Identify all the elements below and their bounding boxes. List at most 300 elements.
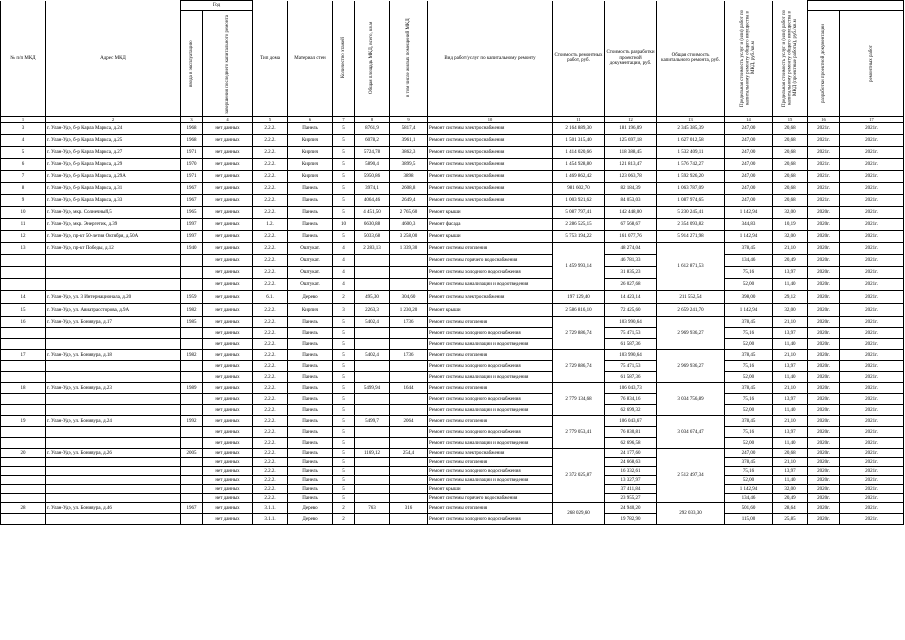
cell-work-type: Ремонт системы электроснабжения bbox=[428, 159, 553, 171]
cell-commission-year: 1971 bbox=[181, 171, 203, 183]
cell-wall-material: Панель bbox=[288, 328, 333, 339]
cell-design-deadline: 2020г. bbox=[808, 416, 840, 427]
cell-design-deadline: 2020г. bbox=[808, 243, 840, 255]
cell-wall-material: Кирпич bbox=[288, 147, 333, 159]
cell-design-cost: 16 332,61 bbox=[605, 467, 657, 476]
cell-limit-design: 13,97 bbox=[773, 467, 808, 476]
cell-wall-material: Кирпич bbox=[288, 304, 333, 317]
cell-number bbox=[1, 372, 46, 383]
cell-total-area bbox=[355, 267, 390, 279]
cell-house-type: 2.2.2. bbox=[253, 350, 288, 361]
cell-work-cost: 981 602,70 bbox=[553, 183, 605, 195]
cell-limit-design: 21,10 bbox=[773, 350, 808, 361]
cell-limit-cost: 247,00 bbox=[725, 171, 773, 183]
cell-floors: 5 bbox=[333, 195, 355, 207]
cell-number bbox=[1, 427, 46, 438]
cell-living-area: 2608,8 bbox=[390, 183, 428, 195]
cell-work-type: Ремонт крыши bbox=[428, 231, 553, 243]
cell-design-deadline: 2020г. bbox=[808, 514, 840, 525]
cell-last-repair: нет данных bbox=[203, 438, 253, 449]
cell-address: г. Улан-Удэ, б-р Карла Маркса, д.25 bbox=[46, 135, 181, 147]
cell-design-cost: 48 274,04 bbox=[605, 243, 657, 255]
cell-total-area: 6078,2 bbox=[355, 135, 390, 147]
cell-floors: 5 bbox=[333, 438, 355, 449]
cell-floors: 5 bbox=[333, 207, 355, 219]
cell-last-repair: нет данных bbox=[203, 394, 253, 405]
cell-floors: 4 bbox=[333, 243, 355, 255]
cell-total-cost: 5 230 245,41 bbox=[657, 207, 725, 219]
cell-address: г. Улан-Удэ, ул. Бонивура, д.17 bbox=[46, 317, 181, 328]
cell-design-deadline: 2020г. bbox=[808, 231, 840, 243]
cell-design-deadline: 2021г. bbox=[808, 195, 840, 207]
col-last-repair-year: завершения последнего капитального ремонта bbox=[203, 11, 253, 117]
cell-last-repair: нет данных bbox=[203, 350, 253, 361]
cell-total-cost: 2 512 497,34 bbox=[657, 449, 725, 503]
cell-repair-deadline: 2021г. bbox=[840, 317, 904, 328]
table-row bbox=[1, 231, 904, 243]
cell-limit-cost: 247,00 bbox=[725, 147, 773, 159]
cell-work-type: Ремонт системы канализации и водоотведения bbox=[428, 405, 553, 416]
cell-last-repair: нет данных bbox=[203, 171, 253, 183]
cell-work-cost: 2 729 886,74 bbox=[553, 350, 605, 383]
cell-number bbox=[1, 494, 46, 503]
cell-house-type: 2.2.2. bbox=[253, 195, 288, 207]
cell-repair-deadline: 2021г. bbox=[840, 243, 904, 255]
cell-commission-year: 1967 bbox=[181, 195, 203, 207]
cell-floors: 4 bbox=[333, 255, 355, 267]
cell-address bbox=[46, 279, 181, 291]
cell-limit-cost: 75,16 bbox=[725, 361, 773, 372]
cell-total-area: 5402,4 bbox=[355, 317, 390, 328]
cell-floors: 5 bbox=[333, 350, 355, 361]
cell-repair-deadline: 2021г. bbox=[840, 476, 904, 485]
cell-design-deadline: 2020г. bbox=[808, 279, 840, 291]
cell-limit-design: 20,68 bbox=[773, 135, 808, 147]
cell-house-type: 2.2.2. bbox=[253, 339, 288, 350]
cell-limit-cost: 247,00 bbox=[725, 449, 773, 458]
cell-living-area bbox=[390, 339, 428, 350]
cell-address: г. Улан-Удэ, б-р Карла Маркса, д.27 bbox=[46, 147, 181, 159]
cell-repair-deadline: 2021г. bbox=[840, 383, 904, 394]
cell-last-repair: нет данных bbox=[203, 159, 253, 171]
cell-design-deadline: 2021г. bbox=[808, 171, 840, 183]
table-row bbox=[1, 438, 904, 449]
col-design-cost: Стоимость разработки проектной документации, руб. bbox=[605, 1, 657, 117]
cell-last-repair: нет данных bbox=[203, 503, 253, 514]
cell-living-area bbox=[390, 361, 428, 372]
cell-wall-material: Панель bbox=[288, 361, 333, 372]
cell-commission-year: 1940 bbox=[181, 243, 203, 255]
cell-house-type: 2.2.2. bbox=[253, 317, 288, 328]
cell-limit-design: 20,68 bbox=[773, 171, 808, 183]
cell-number bbox=[1, 514, 46, 525]
cell-design-cost: 121 813,47 bbox=[605, 159, 657, 171]
cell-last-repair: нет данных bbox=[203, 458, 253, 467]
cell-number bbox=[1, 255, 46, 267]
cell-limit-cost: 378,45 bbox=[725, 458, 773, 467]
cell-last-repair: нет данных bbox=[203, 123, 253, 135]
table-row bbox=[1, 171, 904, 183]
table-row bbox=[1, 183, 904, 195]
table-row bbox=[1, 449, 904, 458]
cell-wall-material: Панель bbox=[288, 427, 333, 438]
cell-limit-cost: 75,16 bbox=[725, 267, 773, 279]
cell-address: г. Улан-Удэ, б-р Карла Маркса, д.33 bbox=[46, 195, 181, 207]
cell-commission-year bbox=[181, 279, 203, 291]
cell-last-repair: нет данных bbox=[203, 135, 253, 147]
cell-limit-cost: 1 142,94 bbox=[725, 485, 773, 494]
cell-house-type: 2.2.2. bbox=[253, 494, 288, 503]
cell-last-repair: нет данных bbox=[203, 317, 253, 328]
cell-total-cost: 1 627 012,58 bbox=[657, 135, 725, 147]
cell-commission-year bbox=[181, 476, 203, 485]
cell-work-type: Ремонт системы холодного водоснабжения bbox=[428, 467, 553, 476]
cell-limit-design: 11,40 bbox=[773, 372, 808, 383]
cell-limit-cost: 247,00 bbox=[725, 135, 773, 147]
cell-limit-cost: 52,00 bbox=[725, 279, 773, 291]
cell-house-type: 2.2.2. bbox=[253, 171, 288, 183]
cell-repair-deadline: 2021г. bbox=[840, 159, 904, 171]
column-number: 7 bbox=[333, 117, 355, 123]
table-row bbox=[1, 255, 904, 267]
cell-commission-year: 1997 bbox=[181, 231, 203, 243]
cell-last-repair: нет данных bbox=[203, 267, 253, 279]
table-row bbox=[1, 159, 904, 171]
cell-limit-design: 21,10 bbox=[773, 243, 808, 255]
col-limit-cost: Предельная стоимость услуг и (или) работ по капитальному ремонту общего имущества в МКД, руб./кв.м bbox=[725, 1, 773, 117]
cell-house-type: 2.2.2. bbox=[253, 255, 288, 267]
cell-work-type: Ремонт системы отопления bbox=[428, 416, 553, 427]
cell-work-type: Ремонт системы холодного водоснабжения bbox=[428, 514, 553, 525]
cell-wall-material: Оштукат. bbox=[288, 279, 333, 291]
cell-work-type: Ремонт системы отопления bbox=[428, 503, 553, 514]
cell-design-deadline: 2020г. bbox=[808, 383, 840, 394]
cell-work-type: Ремонт системы горячего водоснабжения bbox=[428, 494, 553, 503]
cell-number: 13 bbox=[1, 243, 46, 255]
cell-design-deadline: 2020г. bbox=[808, 339, 840, 350]
cell-address: г. Улан-Удэ, ул. Авиатрассторова, д.9А bbox=[46, 304, 181, 317]
col-design-deadline: разработки проектной документации bbox=[808, 11, 840, 117]
cell-living-area bbox=[390, 438, 428, 449]
cell-house-type: 2.2.2. bbox=[253, 159, 288, 171]
table-row bbox=[1, 372, 904, 383]
cell-address: г. Улан-Удэ, б-р Карла Маркса, д.31 bbox=[46, 183, 181, 195]
cell-design-cost: 76 834,16 bbox=[605, 394, 657, 405]
cell-last-repair: нет данных bbox=[203, 372, 253, 383]
cell-design-cost: 84 053,03 bbox=[605, 195, 657, 207]
cell-repair-deadline: 2021г. bbox=[840, 372, 904, 383]
cell-last-repair: нет данных bbox=[203, 231, 253, 243]
cell-limit-design: 13,97 bbox=[773, 267, 808, 279]
cell-living-area: 1 230,20 bbox=[390, 304, 428, 317]
cell-design-cost: 161 077,76 bbox=[605, 231, 657, 243]
cell-limit-cost: 398,00 bbox=[725, 291, 773, 304]
cell-design-deadline: 2020г. bbox=[808, 267, 840, 279]
cell-living-area: 1736 bbox=[390, 350, 428, 361]
cell-total-cost: 2 659 241,70 bbox=[657, 304, 725, 317]
col-repair-deadline: ремонтных работ bbox=[840, 11, 904, 117]
table-row bbox=[1, 317, 904, 328]
cell-total-cost: 2 354 093,82 bbox=[657, 219, 725, 231]
cell-limit-design: 32,00 bbox=[773, 207, 808, 219]
cell-limit-design: 21,10 bbox=[773, 383, 808, 394]
cell-total-area bbox=[355, 485, 390, 494]
col-wall-material: Материал стен bbox=[288, 1, 333, 117]
cell-limit-cost: 378,45 bbox=[725, 243, 773, 255]
cell-house-type: 2.2.2. bbox=[253, 372, 288, 383]
cell-repair-deadline: 2021г. bbox=[840, 394, 904, 405]
table-row bbox=[1, 328, 904, 339]
cell-design-cost: 37 411,84 bbox=[605, 485, 657, 494]
cell-commission-year: 1970 bbox=[181, 159, 203, 171]
cell-house-type: 2.2.2. bbox=[253, 267, 288, 279]
cell-limit-cost: 75,16 bbox=[725, 328, 773, 339]
cell-design-deadline: 2020г. bbox=[808, 467, 840, 476]
cell-floors: 5 bbox=[333, 427, 355, 438]
cell-limit-cost: 134,46 bbox=[725, 255, 773, 267]
table-row bbox=[1, 394, 904, 405]
cell-total-cost: 1 532 409,11 bbox=[657, 147, 725, 159]
cell-living-area bbox=[390, 405, 428, 416]
cell-commission-year bbox=[181, 467, 203, 476]
cell-living-area bbox=[390, 476, 428, 485]
table-row bbox=[1, 219, 904, 231]
cell-number bbox=[1, 394, 46, 405]
cell-repair-deadline: 2021г. bbox=[840, 514, 904, 525]
column-number: 16 bbox=[808, 117, 840, 123]
cell-house-type: 2.2.2. bbox=[253, 207, 288, 219]
cell-work-type: Ремонт системы электроснабжения bbox=[428, 291, 553, 304]
cell-living-area bbox=[390, 255, 428, 267]
cell-last-repair: нет данных bbox=[203, 255, 253, 267]
cell-repair-deadline: 2021г. bbox=[840, 350, 904, 361]
cell-number: 28 bbox=[1, 503, 46, 514]
cell-total-cost: 1 576 742,27 bbox=[657, 159, 725, 171]
cell-number: 5 bbox=[1, 147, 46, 159]
cell-number bbox=[1, 485, 46, 494]
cell-repair-deadline: 2021г. bbox=[840, 183, 904, 195]
cell-total-area bbox=[355, 467, 390, 476]
cell-total-area: 2 283,13 bbox=[355, 243, 390, 255]
cell-address: г. Улан-Удэ, ул. Бонивура, д.24 bbox=[46, 416, 181, 427]
cell-work-cost: 1 414 020,66 bbox=[553, 147, 605, 159]
cell-last-repair: нет данных bbox=[203, 383, 253, 394]
cell-design-cost: 72 425,60 bbox=[605, 304, 657, 317]
cell-commission-year: 1965 bbox=[181, 207, 203, 219]
cell-design-cost: 24 940,20 bbox=[605, 503, 657, 514]
cell-work-cost: 1 501 315,40 bbox=[553, 135, 605, 147]
cell-work-type: Ремонт системы канализации и водоотведения bbox=[428, 438, 553, 449]
cell-design-cost: 24 668,63 bbox=[605, 458, 657, 467]
cell-design-cost: 103 990,64 bbox=[605, 317, 657, 328]
cell-house-type: 2.2.2. bbox=[253, 449, 288, 458]
cell-total-area: 5033,68 bbox=[355, 231, 390, 243]
cell-design-deadline: 2020г. bbox=[808, 405, 840, 416]
column-number: 9 bbox=[390, 117, 428, 123]
cell-limit-cost: 115,00 bbox=[725, 514, 773, 525]
cell-number: 11 bbox=[1, 219, 46, 231]
cell-living-area: 2064 bbox=[390, 416, 428, 427]
cell-number: 17 bbox=[1, 350, 46, 361]
cell-commission-year: 1959 bbox=[181, 291, 203, 304]
cell-limit-design: 32,00 bbox=[773, 304, 808, 317]
cell-house-type: 1.2. bbox=[253, 219, 288, 231]
cell-design-deadline: 2021г. bbox=[808, 147, 840, 159]
cell-number bbox=[1, 328, 46, 339]
cell-design-deadline: 2020г. bbox=[808, 219, 840, 231]
cell-floors: 5 bbox=[333, 394, 355, 405]
cell-repair-deadline: 2021г. bbox=[840, 485, 904, 494]
cell-total-area bbox=[355, 361, 390, 372]
column-number: 11 bbox=[553, 117, 605, 123]
cell-living-area bbox=[390, 427, 428, 438]
cell-living-area bbox=[390, 394, 428, 405]
cell-design-deadline: 2020г. bbox=[808, 255, 840, 267]
cell-last-repair: нет данных bbox=[203, 195, 253, 207]
table-row bbox=[1, 304, 904, 317]
cell-wall-material: Оштукат. bbox=[288, 243, 333, 255]
cell-wall-material: Панель bbox=[288, 467, 333, 476]
cell-repair-deadline: 2021г. bbox=[840, 416, 904, 427]
cell-floors: 5 bbox=[333, 183, 355, 195]
cell-repair-deadline: 2021г. bbox=[840, 458, 904, 467]
cell-design-deadline: 2020г. bbox=[808, 427, 840, 438]
cell-total-area: 8761,9 bbox=[355, 123, 390, 135]
cell-limit-design: 13,97 bbox=[773, 394, 808, 405]
cell-number: 19 bbox=[1, 416, 46, 427]
cell-wall-material: Панель bbox=[288, 195, 333, 207]
cell-limit-design: 13,97 bbox=[773, 328, 808, 339]
cell-design-deadline: 2020г. bbox=[808, 361, 840, 372]
cell-address bbox=[46, 476, 181, 485]
cell-total-area: 5890,4 bbox=[355, 159, 390, 171]
cell-floors: 5 bbox=[333, 449, 355, 458]
cell-floors: 5 bbox=[333, 416, 355, 427]
cell-limit-design: 11,40 bbox=[773, 405, 808, 416]
cell-limit-design: 13,97 bbox=[773, 427, 808, 438]
column-number: 1 bbox=[1, 117, 46, 123]
cell-limit-design: 21,10 bbox=[773, 458, 808, 467]
cell-total-area bbox=[355, 476, 390, 485]
table-row bbox=[1, 339, 904, 350]
cell-floors: 5 bbox=[333, 485, 355, 494]
cell-living-area bbox=[390, 328, 428, 339]
table-body bbox=[1, 123, 904, 525]
cell-commission-year: 2005 bbox=[181, 449, 203, 458]
table-row bbox=[1, 476, 904, 485]
cell-wall-material: Панель bbox=[288, 219, 333, 231]
cell-total-cost: 292 033,30 bbox=[657, 503, 725, 525]
cell-limit-design: 29,12 bbox=[773, 291, 808, 304]
cell-work-cost: 2 372 025,87 bbox=[553, 449, 605, 503]
cell-work-type: Ремонт системы электроснабжения bbox=[428, 123, 553, 135]
table-row bbox=[1, 416, 904, 427]
cell-house-type: 2.2.2. bbox=[253, 467, 288, 476]
cell-floors: 5 bbox=[333, 231, 355, 243]
cell-work-type: Ремонт системы канализации и водоотведения bbox=[428, 279, 553, 291]
cell-design-cost: 13 327,97 bbox=[605, 476, 657, 485]
cell-work-type: Ремонт системы холодного водоснабжения bbox=[428, 394, 553, 405]
cell-total-area bbox=[355, 339, 390, 350]
cell-total-cost: 3 034 674,47 bbox=[657, 416, 725, 449]
cell-wall-material: Панель bbox=[288, 183, 333, 195]
cell-wall-material: Дерево bbox=[288, 503, 333, 514]
cell-repair-deadline: 2021г. bbox=[840, 503, 904, 514]
cell-living-area: 2649,4 bbox=[390, 195, 428, 207]
cell-number bbox=[1, 339, 46, 350]
cell-wall-material: Панель bbox=[288, 485, 333, 494]
cell-limit-cost: 247,00 bbox=[725, 195, 773, 207]
col-number: № п/п МКД bbox=[1, 1, 46, 117]
column-number: 3 bbox=[181, 117, 203, 123]
table-row bbox=[1, 467, 904, 476]
cell-number: 10 bbox=[1, 207, 46, 219]
cell-commission-year: 1982 bbox=[181, 350, 203, 361]
cell-floors: 5 bbox=[333, 339, 355, 350]
cell-number bbox=[1, 279, 46, 291]
cell-limit-cost: 1 142,94 bbox=[725, 207, 773, 219]
cell-total-cost: 1 063 787,09 bbox=[657, 183, 725, 195]
cell-work-type: Ремонт системы электроснабжения bbox=[428, 195, 553, 207]
cell-limit-cost: 344,83 bbox=[725, 219, 773, 231]
cell-limit-design: 10,19 bbox=[773, 219, 808, 231]
cell-design-deadline: 2020г. bbox=[808, 317, 840, 328]
cell-work-cost: 2 779 053,41 bbox=[553, 416, 605, 449]
cell-limit-design: 25,85 bbox=[773, 514, 808, 525]
cell-work-type: Ремонт системы отопления bbox=[428, 317, 553, 328]
cell-design-deadline: 2020г. bbox=[808, 485, 840, 494]
cell-work-type: Ремонт системы электроснабжения bbox=[428, 171, 553, 183]
cell-floors: 2 bbox=[333, 514, 355, 525]
cell-last-repair: нет данных bbox=[203, 219, 253, 231]
cell-house-type: 3.1.1. bbox=[253, 503, 288, 514]
cell-living-area bbox=[390, 514, 428, 525]
cell-house-type: 2.2.2. bbox=[253, 328, 288, 339]
cell-repair-deadline: 2021г. bbox=[840, 427, 904, 438]
cell-floors: 5 bbox=[333, 467, 355, 476]
cell-commission-year: 1982 bbox=[181, 304, 203, 317]
cell-limit-design: 21,10 bbox=[773, 317, 808, 328]
cell-number: 8 bbox=[1, 183, 46, 195]
cell-work-type: Ремонт системы отопления bbox=[428, 458, 553, 467]
cell-commission-year: 1989 bbox=[181, 383, 203, 394]
cell-commission-year bbox=[181, 438, 203, 449]
cell-design-cost: 75 471,53 bbox=[605, 328, 657, 339]
cell-design-deadline: 2021г. bbox=[808, 183, 840, 195]
cell-wall-material: Панель bbox=[288, 317, 333, 328]
cell-design-deadline: 2020г. bbox=[808, 394, 840, 405]
cell-repair-deadline: 2021г. bbox=[840, 171, 904, 183]
cell-address bbox=[46, 485, 181, 494]
cell-number: 6 bbox=[1, 159, 46, 171]
cell-living-area: 316 bbox=[390, 503, 428, 514]
cell-address: г. Улан-Удэ, ул. 3 Интернационала, д.20 bbox=[46, 291, 181, 304]
cell-repair-deadline: 2021г. bbox=[840, 219, 904, 231]
cell-total-area bbox=[355, 279, 390, 291]
cell-commission-year: 1985 bbox=[181, 317, 203, 328]
cell-address bbox=[46, 427, 181, 438]
cell-total-area bbox=[355, 372, 390, 383]
cell-work-cost: 5 753 194,22 bbox=[553, 231, 605, 243]
cell-wall-material: Оштукат. bbox=[288, 255, 333, 267]
cell-living-area bbox=[390, 467, 428, 476]
cell-repair-deadline: 2021г. bbox=[840, 494, 904, 503]
cell-number: 7 bbox=[1, 171, 46, 183]
cell-total-area bbox=[355, 514, 390, 525]
cell-work-type: Ремонт системы канализации и водоотведения bbox=[428, 476, 553, 485]
table-row bbox=[1, 243, 904, 255]
cell-work-type: Ремонт системы отопления bbox=[428, 383, 553, 394]
